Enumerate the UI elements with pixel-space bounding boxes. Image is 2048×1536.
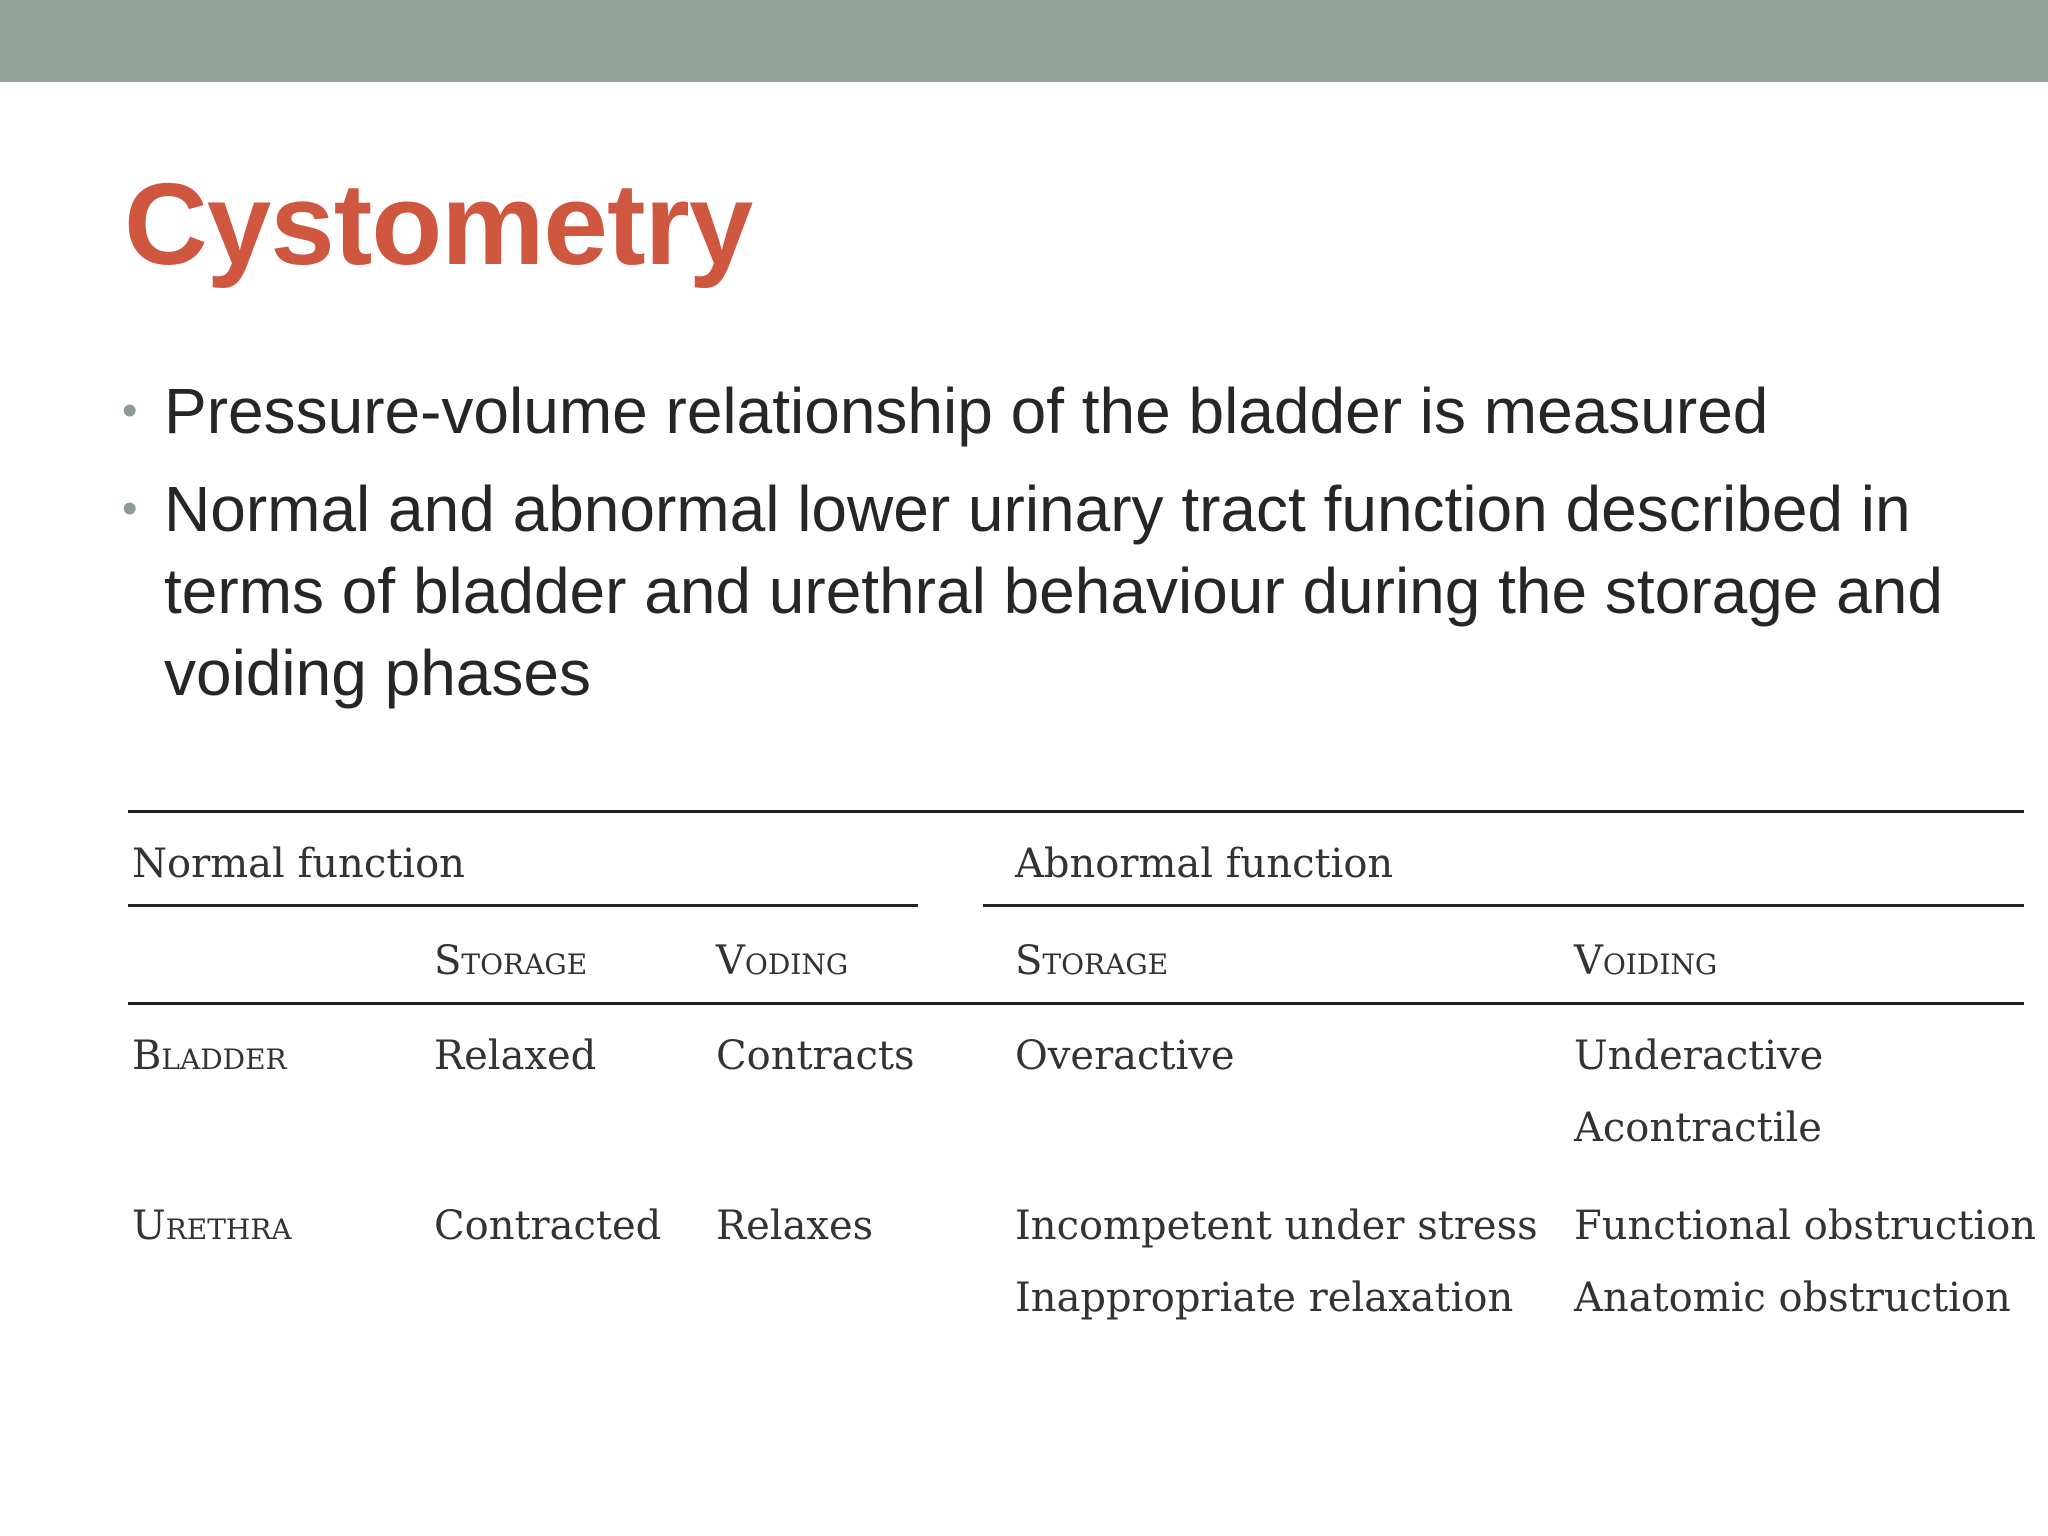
cell-urethra-abnormal-voiding-1: Functional obstruction: [1574, 1203, 2037, 1249]
normal-group-rule: [128, 904, 918, 907]
bullet-icon: •: [122, 386, 138, 435]
cell-urethra-abnormal-storage-2: Inappropriate relaxation: [1015, 1275, 1514, 1321]
cell-bladder-normal-voiding: Contracts: [716, 1033, 915, 1079]
subheader-normal-voiding: Voding: [716, 938, 849, 984]
bullet-text: Normal and abnormal lower urinary tract function described in terms of bladder and urethral behaviour during the storage and voiding phases: [164, 473, 1943, 709]
subheader-abnormal-voiding: Voiding: [1574, 938, 1718, 984]
top-header-band: [0, 0, 2048, 82]
cell-urethra-abnormal-storage-1: Incompetent under stress: [1015, 1203, 1538, 1249]
group-header-abnormal: Abnormal function: [1015, 841, 1394, 887]
cell-urethra-abnormal-voiding-2: Anatomic obstruction: [1574, 1275, 2011, 1321]
slide-title: Cystometry: [124, 159, 753, 289]
cell-bladder-abnormal-voiding-2: Acontractile: [1574, 1105, 1822, 1151]
group-header-normal: Normal function: [132, 841, 465, 887]
header-bottom-rule: [128, 1002, 2024, 1005]
abnormal-group-rule: [983, 904, 2024, 907]
subheader-normal-storage: Storage: [434, 938, 588, 984]
subheader-abnormal-storage: Storage: [1015, 938, 1169, 984]
bullet-list: [122, 370, 2004, 730]
bullet-icon: •: [122, 484, 138, 533]
cell-urethra-normal-voiding: Relaxes: [716, 1203, 874, 1249]
table-top-rule: [128, 810, 2024, 813]
cell-urethra-normal-storage: Contracted: [434, 1203, 662, 1249]
cell-bladder-normal-storage: Relaxed: [434, 1033, 597, 1079]
bullet-text: Pressure-volume relationship of the bladder is measured: [164, 375, 1769, 447]
cell-bladder-abnormal-voiding-1: Underactive: [1574, 1033, 1824, 1079]
bullet-item: [122, 370, 2004, 452]
bullet-item: [122, 468, 2004, 714]
row-label-bladder: Bladder: [132, 1033, 287, 1079]
cell-bladder-abnormal-storage: Overactive: [1015, 1033, 1235, 1079]
row-label-urethra: Urethra: [132, 1203, 292, 1249]
